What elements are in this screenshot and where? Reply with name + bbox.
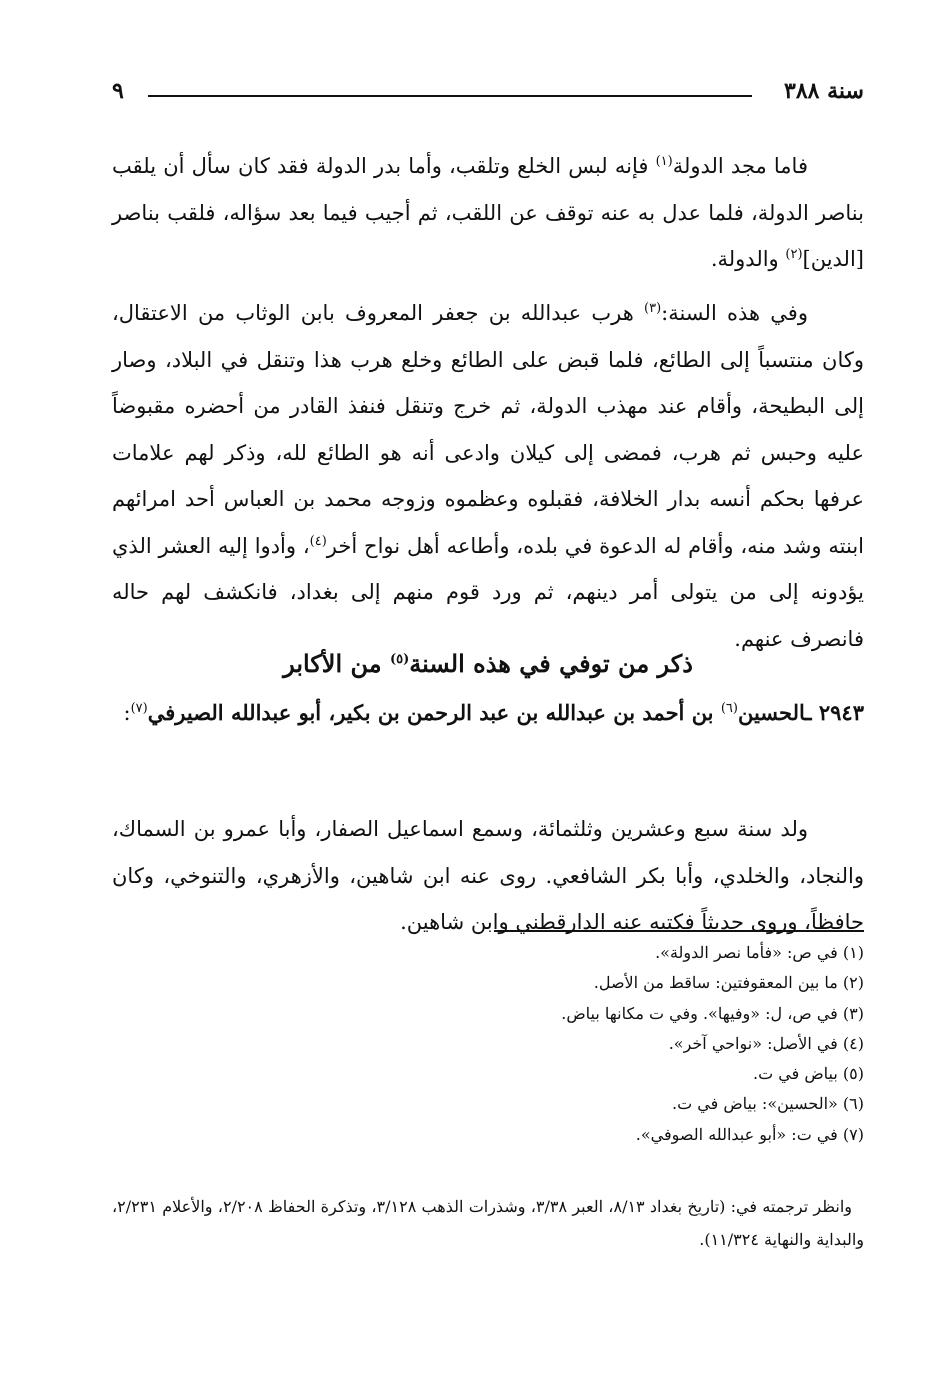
text-segment: فإنه لبس الخلع وتلقب، وأما بدر الدولة فقد كان سأل أن يلقب بناصر الدولة، فلما عدل به عنه توقف عن اللقب، ثم أجيب فيما بعد سؤاله، فلقب بناصر [الدين] [112, 154, 864, 271]
footnote: (٦) «الحسين»: بياض في ت. [672, 1094, 864, 1114]
footnote: (٥) بياض في ت. [753, 1064, 864, 1084]
footnote: (٧) في ت: «أبو عبدالله الصوفي». [635, 1124, 864, 1144]
text-segment: والدولة. [710, 247, 786, 271]
footnote-ref[interactable]: (٧) [130, 701, 148, 716]
paragraph-majd-al-dawla [112, 143, 864, 283]
footnote: (٣) في ص، ل: «وفيها». وفي ت مكانها بياض. [561, 1003, 864, 1023]
footnote-ref[interactable]: (٥) [389, 652, 410, 667]
section-heading [112, 644, 864, 684]
heading-text: من الأكابر [283, 649, 390, 678]
entry-number: ٢٩٤٣ ـ [805, 700, 864, 725]
footnote: (١) في ص: «فأما نصر الدولة». [655, 943, 864, 962]
entry-name: الحسين [737, 700, 806, 725]
paragraph-ibn-al-watthab [112, 290, 864, 662]
paragraph-biography: ولد سنة سبع وعشرين وثلثمائة، وسمع اسماعيل الصفار، وأبا عمرو بن السماك، والنجاد، والخلدي، وأبا بكر الشافعي. روى عنه ابن شاهين، والأزهري، والتنوخي، وكان حافظاً، وروى حديثاً فكتبه عنه الدارقطني وابن شاهين. [112, 817, 864, 934]
footnote-list [112, 938, 864, 1150]
running-title: سنة ٣٨٨ [784, 78, 864, 104]
footnote: (٤) في الأصل: «نواحي آخر». [668, 1033, 864, 1053]
footnote-separator [494, 930, 864, 932]
footnote-ref[interactable]: (٢) [785, 247, 803, 262]
entry-name-rest: بن أحمد بن عبدالله بن عبد الرحمن بن بكير، أبو عبدالله الصيرفي [147, 700, 721, 725]
footnote-ref[interactable]: (١) [655, 154, 673, 169]
footnote-ref[interactable]: (٣) [644, 301, 662, 316]
biography-entry-heading [112, 690, 864, 737]
footnote-ref[interactable]: (٤) [309, 533, 327, 549]
text-segment: هرب عبدالله بن جعفر المعروف بابن الوثاب من الاعتقال، وكان منتسباً إلى الطائع، فلما قبض على الطائع وخلع هرب هذا وتنقل في البلاد، وصار إلى البطيحة، وأقام عند مهذب الدولة، ثم خرج وتنقل فنفذ القادر من أحضره مقبوضاً عليه وحبس ثم هرب، فمضى إلى كيلان وادعى أنه هو الطائع لله، وذكر لهم علامات عرفها بحكم أنسه بدار الخلافة، فقبلوه وعظموه وزوجه محمد بن العباس أحد امرائهم ابنته وشد منه، وأقام له الدعوة في بلده، وأطاعه أهل نواح أخر [112, 301, 864, 558]
page-header [112, 78, 864, 112]
page-number: ٩ [112, 78, 124, 104]
text-segment: وفي هذه السنة: [661, 301, 808, 325]
text-segment: ، وأدوا إليه العشر الذي يؤدونه إلى من يتولى أمر دينهم، ثم ورد قوم منهم إلى بغداد، فانكشف لهم حاله فانصرف عنهم. [112, 533, 864, 651]
footnote-ref[interactable]: (٦) [720, 701, 738, 716]
heading-text: ذكر من توفي في هذه السنة [409, 649, 693, 678]
footnote: (٢) ما بين المعقوفتين: ساقط من الأصل. [593, 973, 864, 993]
header-rule [148, 95, 752, 97]
text-segment: فاما مجد الدولة [672, 154, 808, 178]
entry-colon: : [123, 701, 131, 725]
footnote-sources: وانظر ترجمته في: (تاريخ بغداد ٨/١٣، العبر ٣/٣٨، وشذرات الذهب ٣/١٢٨، وتذكرة الحفاظ ٢/٢٠٨، والأعلام ٢/٢٣١، والبداية والنهاية ١١/٣٢٤). [112, 1197, 864, 1249]
